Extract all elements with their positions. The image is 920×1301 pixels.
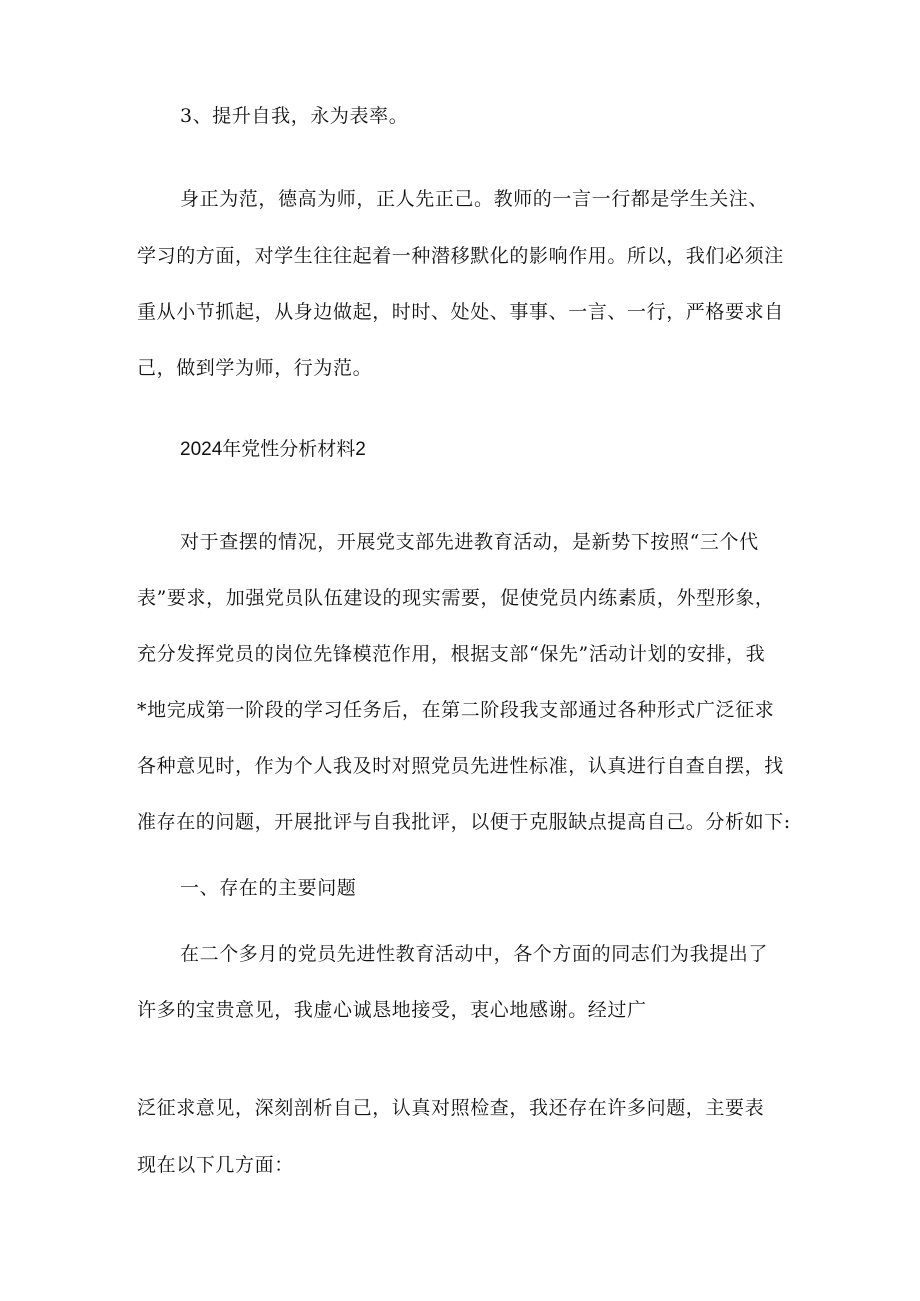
paragraph-line: 己，做到学为师，行为范。 xyxy=(137,357,373,379)
paragraph-line: 充分发挥党员的岗位先锋模范作用，根据支部“保先”活动计划的安排，我 xyxy=(137,643,766,665)
paragraph-line: 泛征求意见，深刻剖析自己，认真对照检查，我还存在许多问题，主要表 xyxy=(137,1097,765,1119)
document-title-2: 2024年党性分析材料2 xyxy=(180,439,366,460)
paragraph-line: *地完成第一阶段的学习任务后，在第二阶段我支部通过各种形式广泛征求 xyxy=(137,699,775,721)
paragraph-line: 身正为范，德高为师，正人先正己。教师的一言一行都是学生关注、 xyxy=(180,188,769,210)
paragraph-line: 现在以下几方面： xyxy=(137,1154,294,1176)
paragraph-line: 各种意见时，作为个人我及时对照党员先进性标准，认真进行自查自摆，找 xyxy=(137,755,784,777)
paragraph-line: 对于查摆的情况，开展党支部先进教育活动，是新势下按照“三个代 xyxy=(180,531,759,553)
paragraph-line: 表”要求，加强党员队伍建设的现实需要，促使党员内练素质，外型形象， xyxy=(137,587,775,609)
paragraph-line: 学习的方面，对学生往往起着一种潜移默化的影响作用。所以，我们必须注 xyxy=(137,245,784,267)
paragraph-line: 重从小节抓起，从身边做起，时时、处处、事事、一言、一行，严格要求自 xyxy=(137,301,784,323)
section-1-heading: 一、存在的主要问题 xyxy=(180,877,357,899)
paragraph-line: 准存在的问题，开展批评与自我批评，以便于克服缺点提高自己。分析如下: xyxy=(137,811,791,833)
paragraph-line: 在二个多月的党员先进性教育活动中，各个方面的同志们为我提出了 xyxy=(180,943,769,965)
section-3-heading: 3、提升自我，永为表率。 xyxy=(180,105,409,127)
paragraph-line: 许多的宝贵意见，我虚心诚恳地接受，衷心地感谢。经过广 xyxy=(137,999,647,1021)
